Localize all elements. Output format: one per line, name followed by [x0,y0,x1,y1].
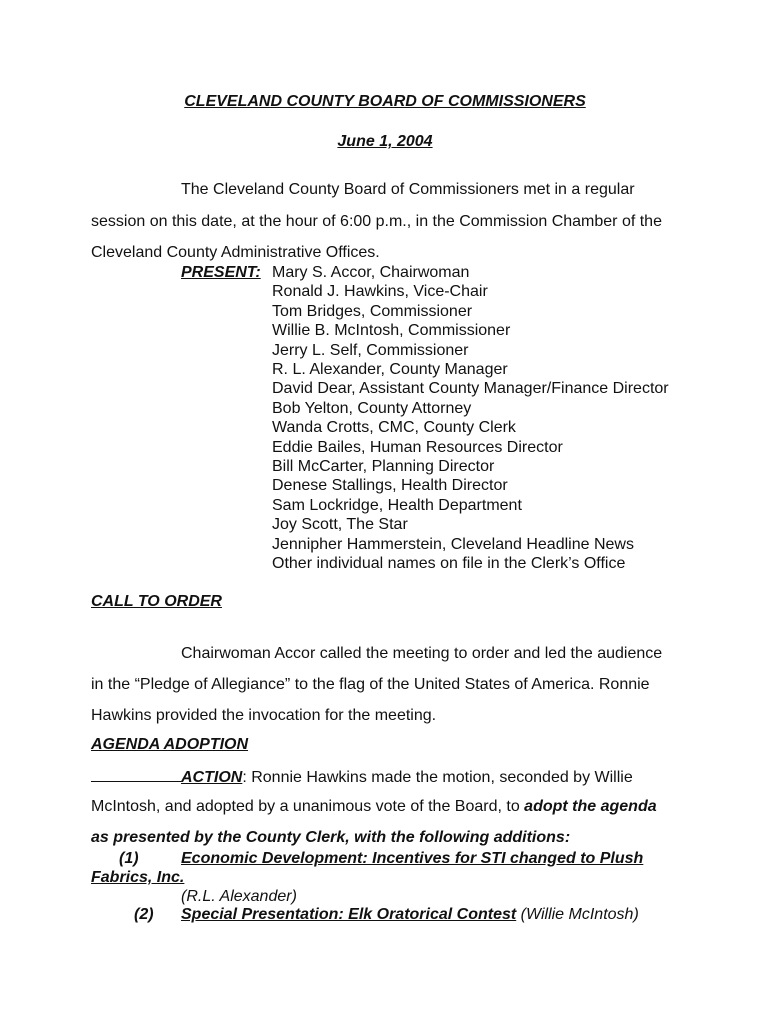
attendee-item: Bob Yelton, County Attorney [272,399,472,417]
intro-line-3: Cleveland County Administrative Offices. [91,244,380,261]
agenda-item-1-note: (R.L. Alexander) [181,888,297,905]
intro-line-2: session on this date, at the hour of 6:00 p.m., in the Commission Chamber of the [91,213,662,230]
attendee-item: Jennipher Hammerstein, Cleveland Headline News [272,535,634,553]
agenda-line-2-text: McIntosh, and adopted by a unanimous vote of the Board, to [91,798,525,815]
action-line [91,766,633,787]
present-label: PRESENT: [181,264,261,281]
agenda-line-2 [91,798,657,816]
agenda-item-2-note: (Willie McIntosh) [520,906,639,923]
attendee-item: Bill McCarter, Planning Director [272,458,495,476]
action-text: : Ronnie Hawkins made the motion, seconded by Willie [242,769,633,786]
call-to-order-line-1: Chairwoman Accor called the meeting to order and led the audience [181,645,663,662]
call-to-order-line-3: Hawkins provided the invocation for the meeting. [91,707,437,724]
document-title: CLEVELAND COUNTY BOARD OF COMMISSIONERS [184,93,586,110]
call-to-order-heading: CALL TO ORDER [91,593,222,610]
attendee-item: Tom Bridges, Commissioner [272,302,473,320]
blank-rule [91,766,181,782]
agenda-item-1-title: Economic Development: Incentives for STI changed to Plush [181,850,644,867]
agenda-item-2-number: (2) [134,906,154,923]
agenda-adoption-heading: AGENDA ADOPTION [91,736,249,753]
attendee-item: Joy Scott, The Star [272,516,408,534]
attendee-item: Mary S. Accor, Chairwoman [272,264,470,281]
call-to-order-line-2: in the “Pledge of Allegiance” to the flag of the United States of America. Ronnie [91,676,650,693]
agenda-line-2-emphasis: adopt the agenda [524,798,657,815]
agenda-item-2 [181,906,639,924]
attendee-item: Sam Lockridge, Health Department [272,496,522,514]
agenda-line-3: as presented by the County Clerk, with the following additions: [91,829,571,846]
attendee-item: Denese Stallings, Health Director [272,477,508,495]
attendee-item: Wanda Crotts, CMC, County Clerk [272,419,516,437]
agenda-item-2-title: Special Presentation: Elk Oratorical Contest [181,906,517,923]
agenda-item-1-number: (1) [119,850,139,867]
meeting-date: June 1, 2004 [337,133,433,150]
attendee-item: David Dear, Assistant County Manager/Finance Director [272,380,669,398]
attendee-item: Willie B. McIntosh, Commissioner [272,322,511,340]
attendee-list [272,263,669,574]
action-label: ACTION [181,769,243,786]
attendee-item: Jerry L. Self, Commissioner [272,341,469,359]
attendee-item: R. L. Alexander, County Manager [272,361,508,379]
attendee-item: Other individual names on file in the Clerk’s Office [272,555,626,573]
intro-line-1: The Cleveland County Board of Commissioners met in a regular [181,181,635,198]
agenda-item-1-title-cont: Fabrics, Inc. [91,869,185,886]
attendee-item: Eddie Bailes, Human Resources Director [272,438,563,456]
attendee-item: Ronald J. Hawkins, Vice-Chair [272,283,488,301]
